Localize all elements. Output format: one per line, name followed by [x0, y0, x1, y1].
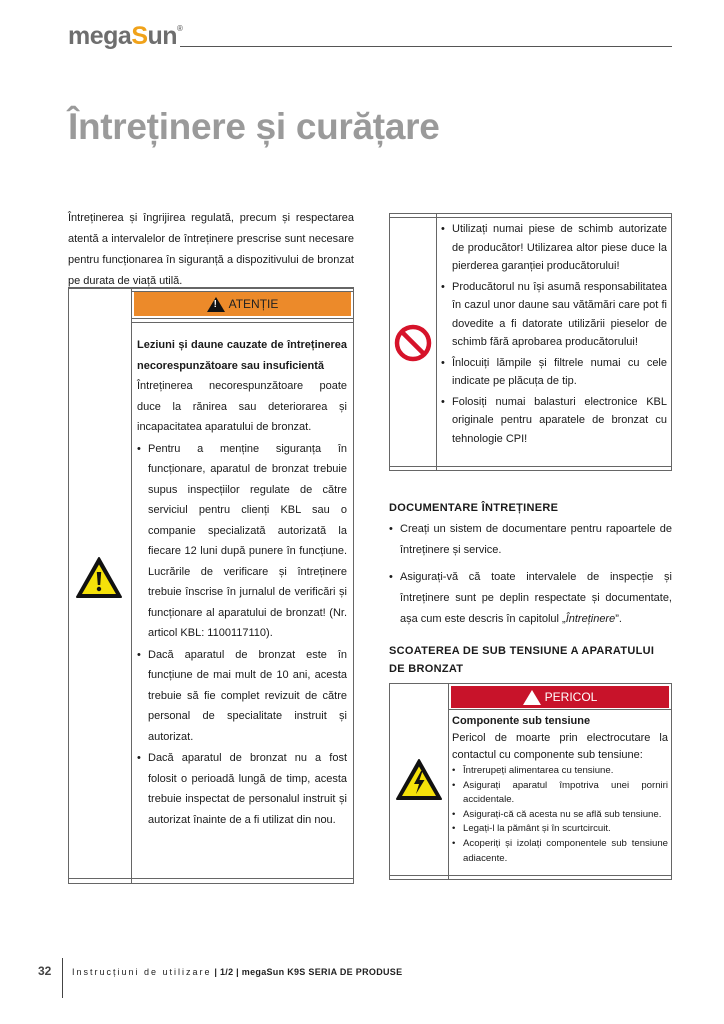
attention-list [137, 439, 347, 831]
list-item: • Întrerupeți alimentarea cu tensiune. [452, 764, 668, 779]
danger-icon-column [390, 684, 449, 879]
attention-heading: Leziuni și daune cauzate de întreținerea necorespunzătoare sau insuficientă [137, 339, 347, 372]
attention-box [68, 287, 354, 884]
attention-content [137, 335, 347, 830]
spare-parts-list [441, 220, 667, 448]
page-title: Întreținere și curățare [68, 106, 440, 147]
danger-subheading: Componente sub tensiune [452, 715, 591, 727]
intro-paragraph: Întreținerea și îngrijirea regulată, precum și respectarea atentă a intervalelor de întreținere prescrise sunt necesare pentru funcționarea în siguranță a dispozitivului de bronzat pe durata de viață utilă. [68, 212, 354, 287]
attention-banner: ! ATENȚIE [134, 292, 351, 316]
exclamation-icon [207, 297, 225, 312]
documentation-heading: DOCUMENTARE ÎNTREȚINERE [389, 502, 559, 514]
list-item: • Înlocuiți lămpile și filtrele numai cu cele indicate pe plăcuța de tip. [441, 354, 667, 391]
list-item: • Pentru a menține siguranța în funcționare, aparatul de bronzat trebuie supus inspecțiilor regulate de către serviciul pentru clienți KBL sau o companie specializată autorizată la fiecare 12 luni după punere în funcțiune. Lucrările de verificare și întreținere trebuie înscrise în jurnalul de verificări și funcționare al aparatului de bronzat! (Nr. articol KBL: 1100117110). [137, 439, 347, 644]
list-item: • Asigurați aparatul împotriva unei porniri accidentale. [452, 779, 668, 808]
list-item: • Asigurați-vă că toate intervalele de inspecție și întreținere sunt pe deplin respectate și documentate, așa cum este descris în capitolul „Întreținere”. [389, 567, 672, 630]
warning-triangle-icon [75, 556, 123, 600]
prohibition-icon [394, 324, 432, 362]
list-item: • Dacă aparatul de bronzat nu a fost folosit o perioadă lungă de timp, acesta trebuie inspectat de personalul instruit și autorizat înainte de a fi utilizat din nou. [137, 748, 347, 830]
megasun-logo: megaSun® [68, 22, 183, 50]
list-item: • Asigurați-că că acesta nu se află sub tensiune. [452, 808, 668, 823]
power-off-heading: SCOATEREA DE SUB TENSIUNE A APARATULUI DE BRONZAT [389, 645, 655, 675]
footer-rule [62, 958, 63, 998]
spare-parts-box [389, 213, 672, 471]
attention-icon-column [69, 288, 132, 883]
danger-content [452, 713, 668, 866]
list-item: • Producătorul nu își asumă responsabilitatea în cazul unor daune sau vătămări care pot fi dovedite a fi datorate utilizării pieselor de schimb fără aprobarea producătorului! [441, 278, 667, 352]
danger-box [389, 683, 672, 880]
documentation-list [389, 519, 672, 636]
list-item: • Utilizați numai piese de schimb autorizate de producător! Utilizarea altor piese duce la pierderea garanției producătorului! [441, 220, 667, 276]
footer-text: Instrucțiuni de utilizare | 1/2 | megaSun K9S SERIA DE PRODUSE [72, 967, 403, 977]
list-item: • Acoperiți și izolați componentele sub tensiune adiacente. [452, 837, 668, 866]
list-item: • Folosiți numai balasturi electronice KBL originale pentru aparatele de bronzat cu tehnologie CPI! [441, 393, 667, 449]
prohibition-icon-column [390, 214, 437, 470]
spare-parts-content [441, 220, 667, 450]
danger-paragraph: Pericol de moarte prin electrocutare la contactul cu componente sub tensiune: [452, 732, 668, 761]
electric-hazard-icon [395, 758, 443, 802]
danger-banner: ! PERICOL [451, 686, 669, 708]
list-item: • Creați un sistem de documentare pentru rapoartele de întreținere și service. [389, 519, 672, 561]
attention-paragraph: Întreținerea necorespunzătoare poate duce la rănirea sau deteriorarea și incapacitatea aparatului de bronzat. [137, 380, 347, 433]
exclamation-icon [523, 690, 541, 705]
page-number: 32 [38, 964, 52, 978]
danger-list [452, 764, 668, 866]
header-rule [180, 46, 672, 47]
list-item: • Dacă aparatul de bronzat este în funcțiune de mai mult de 10 ani, acesta trebuie să fie complet revizuit de către personal de specialitate instruit și autorizat. [137, 645, 347, 748]
list-item: • Legați-l la pământ și în scurtcircuit. [452, 822, 668, 837]
